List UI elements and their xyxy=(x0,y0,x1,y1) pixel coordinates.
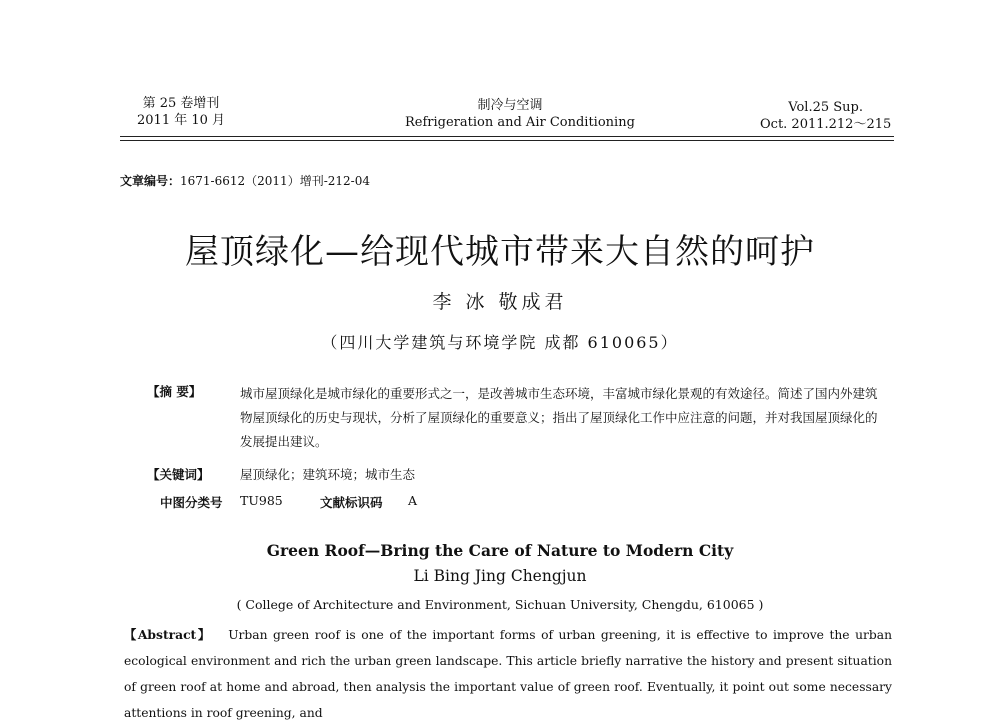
authors-en: Li Bing Jing Chengjun xyxy=(413,567,587,585)
keywords-zh-label: 【关键词】 xyxy=(147,467,210,482)
journal-name-zh: 制冷与空调 xyxy=(477,98,543,113)
doc-code-value: A xyxy=(408,493,418,508)
clc-value: TU985 xyxy=(240,493,283,508)
authors-zh: 李 冰 敬成君 xyxy=(432,291,568,313)
journal-volume-info xyxy=(137,95,225,129)
affiliation-zh: （四川大学建筑与环境学院 成都 610065） xyxy=(321,333,679,352)
header-rule-bottom xyxy=(120,140,894,141)
abstract-en-text: Urban green roof is one of the important forms of urban greening, it is effective to improve the urban ecological environment and rich the urban green landscape. This article briefly narrative the history and present situation of green roof at home and abroad, then analysis the important value of green roof. Eventually, it point out some necessary attentions in roof greening, and xyxy=(124,628,892,720)
header-rule-top xyxy=(120,136,894,137)
article-number xyxy=(120,172,370,189)
doc-code-label: 文献标识码 xyxy=(320,495,383,510)
journal-issue-info xyxy=(760,99,891,133)
date-line: 2011 年 10 月 xyxy=(137,113,226,128)
clc-label: 中图分类号 xyxy=(160,495,223,510)
page-title: 屋顶绿化—给现代城市带来大自然的呵护 xyxy=(185,232,815,272)
article-number-label: 文章编号： xyxy=(120,174,181,188)
journal-name xyxy=(405,97,635,131)
abstract-zh-label: 【摘 要】 xyxy=(147,384,202,399)
abstract-en-label: 【Abstract】 xyxy=(124,627,212,642)
article-number-value: 1671-6612（2011）增刊-212-04 xyxy=(180,174,370,188)
volume-en: Vol.25 Sup. xyxy=(788,100,863,115)
title-en: Green Roof—Bring the Care of Nature to Modern City xyxy=(266,541,734,560)
journal-name-en: Refrigeration and Air Conditioning xyxy=(405,115,635,130)
keywords-zh-text: 屋顶绿化；建筑环境；城市生态 xyxy=(240,467,416,482)
abstract-en xyxy=(124,622,892,726)
volume-line: 第 25 卷增刊 xyxy=(142,96,220,111)
pages-en: Oct. 2011.212～215 xyxy=(760,117,892,132)
abstract-zh-text: 城市屋顶绿化是城市绿化的重要形式之一，是改善城市生态环境，丰富城市绿化景观的有效途径。简述了国内外建筑物屋顶绿化的历史与现状，分析了屋顶绿化的重要意义；指出了屋顶绿化工作中应注意的问题，并对我国屋顶绿化的发展提出建议。 xyxy=(240,386,878,449)
affiliation-en: ( College of Architecture and Environment, Sichuan University, Chengdu, 610065 ) xyxy=(236,597,764,612)
